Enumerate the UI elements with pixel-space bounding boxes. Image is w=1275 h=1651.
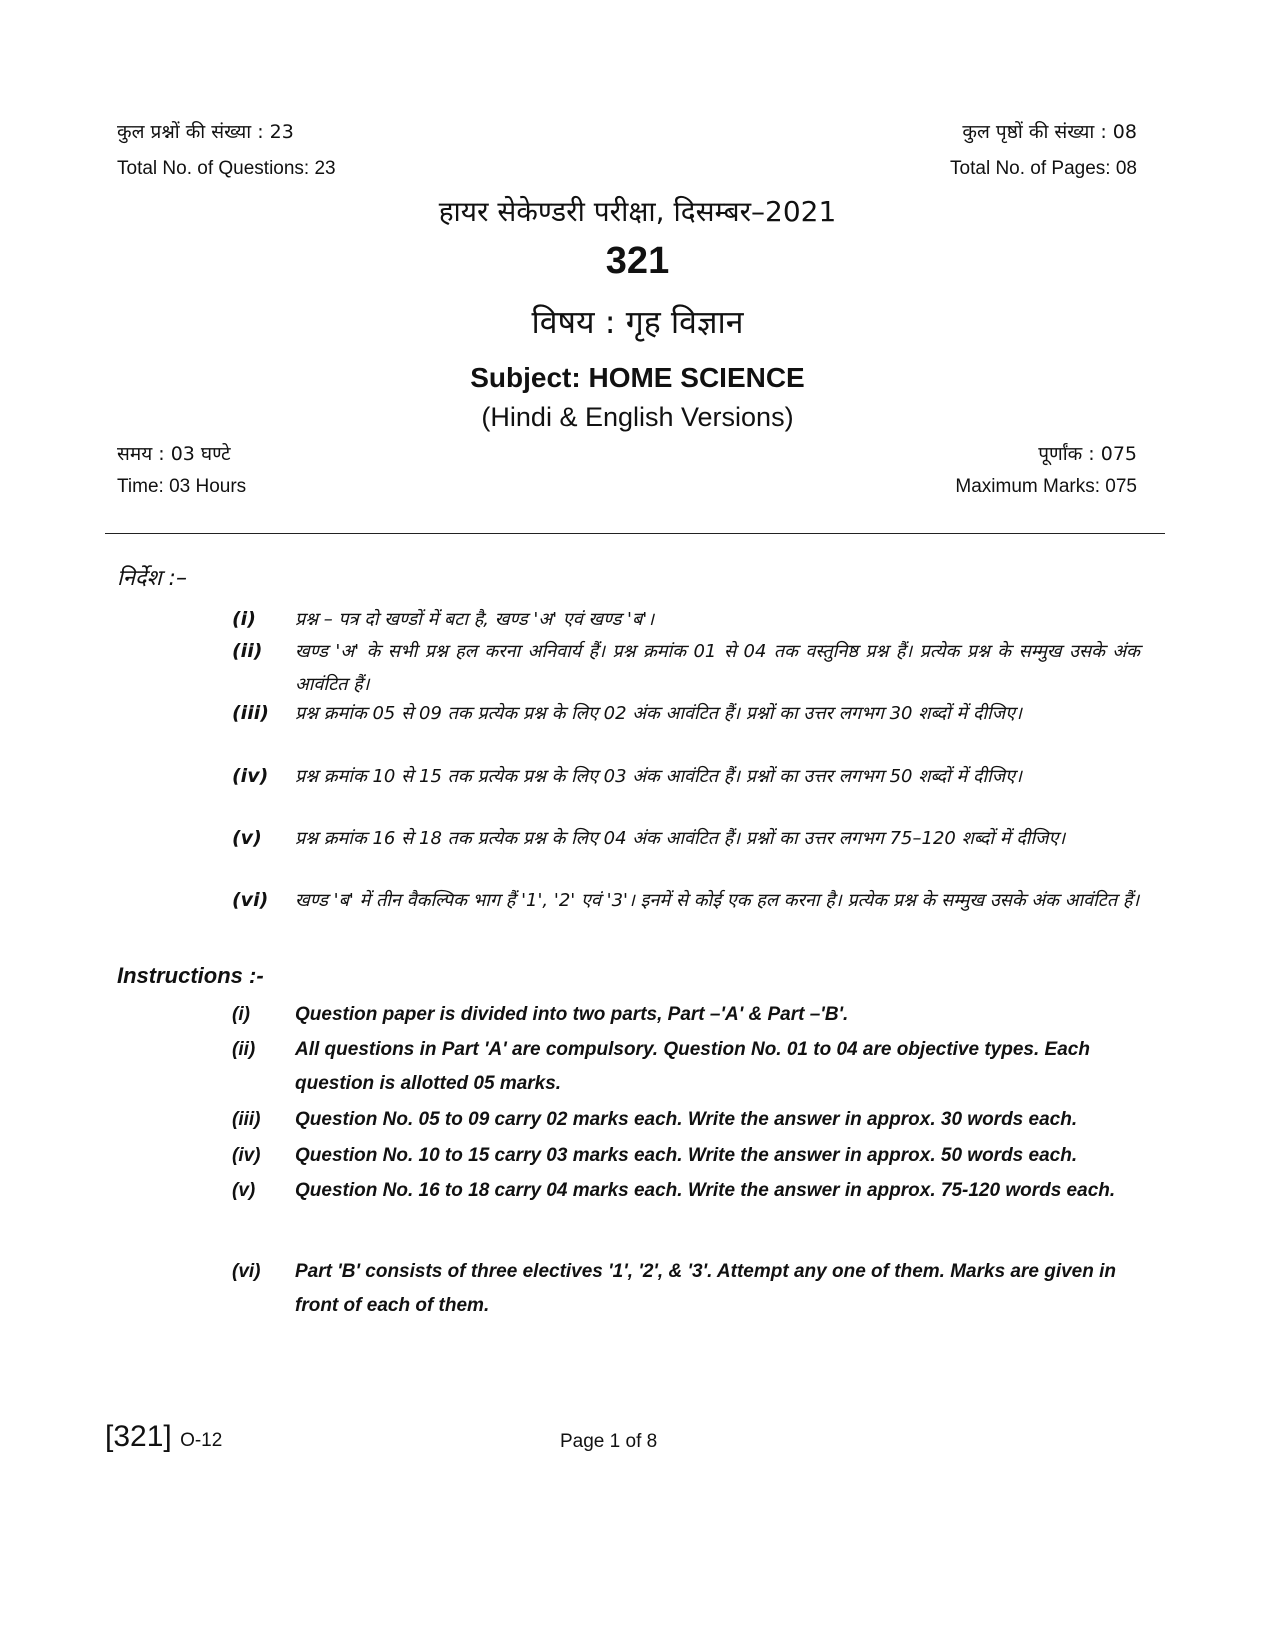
total-questions-hindi: कुल प्रश्नों की संख्या : 23: [117, 121, 294, 143]
item-number: (iii): [232, 1109, 261, 1130]
versions-note: (Hindi & English Versions): [481, 402, 794, 432]
item-number: (iv): [232, 765, 269, 787]
footer-code: [321]: [105, 1420, 172, 1453]
marks-hindi: पूर्णांक : 075: [1038, 443, 1137, 465]
item-text: प्रश्न – पत्र दो खण्डों में बटा है, खण्ड 'अ' एवं खण्ड 'ब'।: [295, 609, 655, 630]
paper-code: 321: [605, 240, 670, 282]
hindi-instruction-item: [232, 822, 1140, 855]
item-text: प्रश्न क्रमांक 05 से 09 तक प्रत्येक प्रश्न के लिए 02 अंक आवंटित हैं। प्रश्नों का उत्तर लगभग 30 शब्दों में दीजिए।: [295, 703, 1022, 724]
hindi-instructions-heading: निर्देश :–: [117, 566, 187, 591]
english-instructions-heading: Instructions :-: [117, 963, 264, 988]
total-pages: Total No. of Pages: 08: [950, 158, 1137, 179]
time-english: Time: 03 Hours: [117, 476, 247, 497]
item-text: All questions in Part 'A' are compulsory. Question No. 01 to 04 are objective types. Each question is allotted 05 marks.: [295, 1039, 1090, 1094]
subject-english: Subject: HOME SCIENCE: [470, 362, 805, 393]
item-text: Question No. 16 to 18 carry 04 marks each. Write the answer in approx. 75-120 words each.: [295, 1180, 1116, 1201]
english-instruction-item: [232, 998, 1140, 1032]
total-questions: Total No. of Questions: 23: [117, 158, 336, 179]
english-instruction-item: [232, 1174, 1140, 1208]
english-instruction-item: [232, 1103, 1140, 1137]
item-text: Question No. 05 to 09 carry 02 marks each. Write the answer in approx. 30 words each.: [295, 1109, 1078, 1130]
header-row-hindi: [117, 118, 1137, 144]
item-text: खण्ड 'ब' में तीन वैकल्पिक भाग हैं '1', '2' एवं '3'। इनमें से कोई एक हल करना है। प्रत्येक प्रश्न के सम्मुख उसके अंक आवंटित हैं।: [295, 890, 1140, 911]
english-instruction-item: [232, 1255, 1140, 1323]
item-text: प्रश्न क्रमांक 10 से 15 तक प्रत्येक प्रश्न के लिए 03 अंक आवंटित हैं। प्रश्नों का उत्तर लगभग 50 शब्दों में दीजिए।: [295, 766, 1022, 787]
item-text: Question No. 10 to 15 carry 03 marks each. Write the answer in approx. 50 words each.: [295, 1145, 1078, 1166]
item-number: (i): [232, 608, 256, 630]
hindi-instruction-item: [232, 603, 1140, 636]
item-number: (iv): [232, 1145, 261, 1166]
time-hindi: समय : 03 घण्टे: [117, 443, 231, 465]
item-text: Part 'B' consists of three electives '1', '2', & '3'. Attempt any one of them. Marks are given in front of each of them.: [295, 1261, 1117, 1316]
item-number: (v): [232, 1180, 256, 1201]
english-instruction-item: [232, 1139, 1140, 1173]
page-number: Page 1 of 8: [560, 1431, 658, 1452]
english-instruction-item: [232, 1033, 1140, 1101]
item-number: (vi): [232, 889, 269, 911]
header-row-english: [117, 158, 1137, 180]
footer-series: O-12: [180, 1430, 223, 1451]
item-number: (ii): [232, 640, 263, 662]
hindi-instruction-item: [232, 635, 1140, 701]
marks-english: Maximum Marks: 075: [955, 476, 1137, 497]
item-number: (vi): [232, 1261, 261, 1282]
hindi-instruction-item: [232, 884, 1140, 917]
item-number: (ii): [232, 1039, 256, 1060]
exam-title: हायर सेकेण्डरी परीक्षा, दिसम्बर–2021: [438, 195, 837, 228]
hindi-instruction-item: [232, 697, 1140, 730]
footer-paper-code: [105, 1420, 222, 1454]
time-marks-hindi: [117, 440, 1137, 466]
item-number: (iii): [232, 702, 269, 724]
item-number: (i): [232, 1004, 250, 1025]
time-marks-english: [117, 476, 1137, 498]
hindi-instruction-item: [232, 760, 1140, 793]
total-pages-hindi: कुल पृष्ठों की संख्या : 08: [962, 121, 1137, 143]
item-number: (v): [232, 827, 262, 849]
header-divider: [105, 533, 1165, 534]
item-text: प्रश्न क्रमांक 16 से 18 तक प्रत्येक प्रश्न के लिए 04 अंक आवंटित हैं। प्रश्नों का उत्तर लगभग 75–120 शब्दों में दीजिए।: [295, 828, 1066, 849]
subject-hindi: विषय : गृह विज्ञान: [531, 303, 744, 341]
item-text: Question paper is divided into two parts, Part –'A' & Part –'B'.: [295, 1004, 849, 1025]
item-text: खण्ड 'अ' के सभी प्रश्न हल करना अनिवार्य हैं। प्रश्न क्रमांक 01 से 04 तक वस्तुनिष्ठ प्रश्न हैं। प्रत्येक प्रश्न के सम्मुख उसके अंक आवंटित हैं।: [295, 641, 1140, 695]
